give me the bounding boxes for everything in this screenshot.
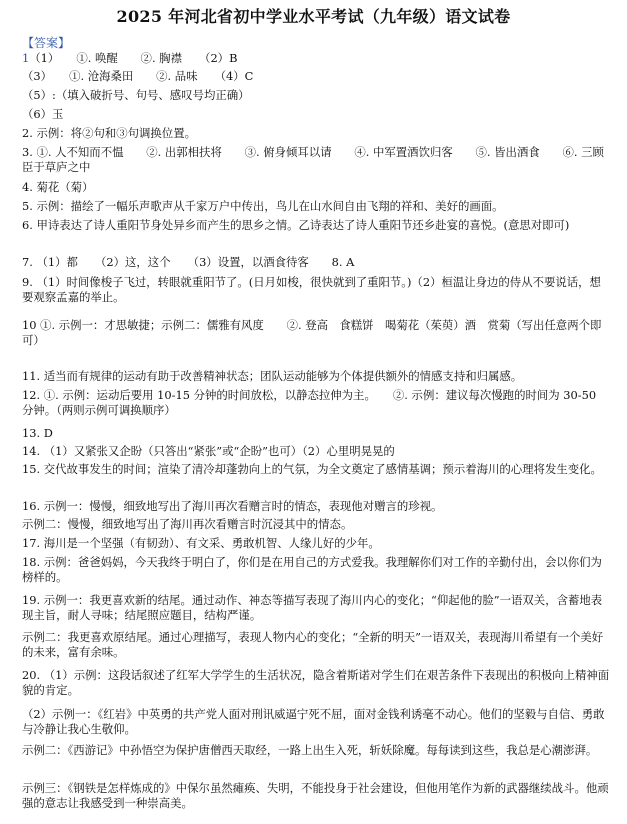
answer-line xyxy=(22,255,610,270)
question-number: 9. xyxy=(22,275,33,289)
answer-text: 海川是一个坚强（有韧劲）、有文采、勇敢机智、人缘儿好的少年。 xyxy=(43,536,380,550)
answer-line xyxy=(22,180,610,195)
question-number: 4. xyxy=(22,180,33,194)
answer-text: D xyxy=(43,426,53,440)
answer-line xyxy=(22,369,610,384)
answer-line xyxy=(22,743,610,775)
answer-line xyxy=(22,426,610,441)
answer-line xyxy=(22,318,610,350)
answer-line xyxy=(22,275,610,307)
answer-line xyxy=(22,462,610,494)
question-number: 13. xyxy=(22,426,41,440)
answer-text: （2）示例一：《红岩》中英勇的共产党人面对刑讯威逼宁死不屈，面对金钱利诱毫不动心。他们的坚毅与自信、勇敢与冷静让我心生敬仰。 xyxy=(22,707,605,736)
question-number: 11. xyxy=(22,369,41,383)
question-number: 19. xyxy=(22,593,41,607)
answer-line xyxy=(22,668,610,700)
answer-line xyxy=(22,536,610,551)
answer-line xyxy=(22,126,610,141)
answer-text: （1） ①. 唤醒 ②. 胸襟 （2）B xyxy=(29,51,238,65)
answer-line xyxy=(22,499,610,514)
question-number: 1 xyxy=(22,51,30,65)
answer-line xyxy=(22,781,610,813)
answer-text: 示例一：慢慢，细致地写出了海川再次看赠言时的情态，表现他对赠言的珍视。 xyxy=(43,499,443,513)
answer-text: 交代故事发生的时间；渲染了清冷却蓬勃向上的气氛，为全文奠定了感情基调；预示着海川的心理将发生变化。 xyxy=(43,462,602,476)
answer-text: 示例二：慢慢，细致地写出了海川再次看赠言时沉浸其中的情态。 xyxy=(22,517,353,531)
question-number: 10 xyxy=(22,318,37,332)
answer-line xyxy=(22,69,610,84)
question-number: 2. xyxy=(22,126,33,140)
question-number: 18. xyxy=(22,555,41,569)
answer-text: 示例：描绘了一幅乐声歌声从千家万户中传出，鸟儿在山水间自由飞翔的祥和、美好的画面。 xyxy=(36,199,504,213)
answer-line xyxy=(22,51,610,66)
answer-line xyxy=(22,218,610,250)
answer-text: ①. 人不知而不愠 ②. 出郭相扶将 ③. 俯身倾耳以请 ④. 中军置酒饮归客 ⑤. 皆出酒食 ⑥. 三顾臣于草庐之中 xyxy=(22,145,604,174)
answer-line xyxy=(22,107,610,122)
answer-text: （6）玉 xyxy=(22,107,64,121)
question-number: 15. xyxy=(22,462,41,476)
answer-text: （1）时间像梭子飞过，转眼就重阳节了。(日月如梭，很快就到了重阳节。)（2）桓温让身边的侍从不要说话，想要观察孟嘉的举止。 xyxy=(22,275,601,304)
answer-text: ①. 示例一：才思敏捷；示例二：儒雅有风度 ②. 登高 食糕饼 喝菊花（茱萸）酒 赏菊（写出任意两个即可） xyxy=(22,318,602,347)
answer-line xyxy=(22,517,610,532)
answer-line xyxy=(22,88,610,103)
answer-line xyxy=(22,707,610,739)
answer-text: 示例：爸爸妈妈，今天我终于明白了，你们是在用自己的方式爱我。我理解你们对工作的辛勤付出，会以你们为榜样的。 xyxy=(22,555,602,584)
question-number: 14. xyxy=(22,444,41,458)
answer-text: 示例二：《西游记》中孙悟空为保护唐僧西天取经，一路上出生入死，斩妖除魔。每每读到这些，我总是心潮澎湃。 xyxy=(22,743,598,757)
answer-text: ①. 示例：运动后要用 10-15 分钟的时间放松，以静态拉伸为主。 ②. 示例：建议每次慢跑的时间为 30-50 分钟。（两则示例可调换顺序） xyxy=(22,388,597,417)
answer-text: 示例：将②句和③句调换位置。 xyxy=(36,126,196,140)
answer-line xyxy=(22,199,610,214)
answer-line xyxy=(22,444,610,459)
page-title: 2025 年河北省初中学业水平考试（九年级）语文试卷 xyxy=(116,7,511,26)
answer-text: （1）示例：这段话叙述了红军大学学生的生活状况，隐含着斯诺对学生们在艰苦条件下表现出的积极向上精神面貌的肯定。 xyxy=(22,668,610,697)
question-number: 17. xyxy=(22,536,41,550)
answer-line xyxy=(22,630,610,662)
answer-text: 示例二：我更喜欢原结尾。通过心理描写，表现人物内心的变化；“全新的明天”一语双关，表现海川希望有一个美好的未来，富有余味。 xyxy=(22,630,604,659)
question-number: 6. xyxy=(22,218,33,232)
question-number: 5. xyxy=(22,199,33,213)
answer-line xyxy=(22,145,610,177)
question-number: 12. xyxy=(22,388,41,402)
answer-text: （5）:（填入破折号、句号、感叹号均正确） xyxy=(22,88,250,102)
answer-text: 菊花（菊） xyxy=(36,180,94,194)
answer-line xyxy=(22,555,610,587)
answer-text: 示例一：我更喜欢新的结尾。通过动作、神态等描写表现了海川内心的变化；“仰起他的脸”一语双关，含蓄地表现主旨，耐人寻味；结尾照应题目，结构严谨。 xyxy=(22,593,603,622)
answer-tag: 【答案】 xyxy=(22,36,71,50)
question-number: 20. xyxy=(22,668,41,682)
answer-text: （1）都 （2）这，这个 （3）设置，以酒食待客 8. A xyxy=(36,255,355,269)
question-number: 7. xyxy=(22,255,33,269)
question-number: 16. xyxy=(22,499,41,513)
answer-text: （1）又紧张又企盼（只答出“紧张”或“企盼”也可）（2）心里明晃晃的 xyxy=(43,444,395,458)
answer-line xyxy=(22,388,610,420)
question-number: 3. xyxy=(22,145,33,159)
answer-text: 适当而有规律的运动有助于改善精神状态；团队运动能够为个体提供额外的情感支持和归属感。 xyxy=(43,369,523,383)
answer-text: （3） ①. 沧海桑田 ②. 品味 （4）C xyxy=(22,69,254,83)
answer-text: 甲诗表达了诗人重阳节身处异乡而产生的思乡之情。乙诗表达了诗人重阳节还乡赴宴的喜悦。(意思对即可) xyxy=(36,218,570,232)
answer-text: 示例三：《钢铁是怎样炼成的》中保尔虽然瘫痪、失明，不能投身于社会建设，但他用笔作为新的武器继续战斗。他顽强的意志让我感受到一种崇高美。 xyxy=(22,781,609,810)
